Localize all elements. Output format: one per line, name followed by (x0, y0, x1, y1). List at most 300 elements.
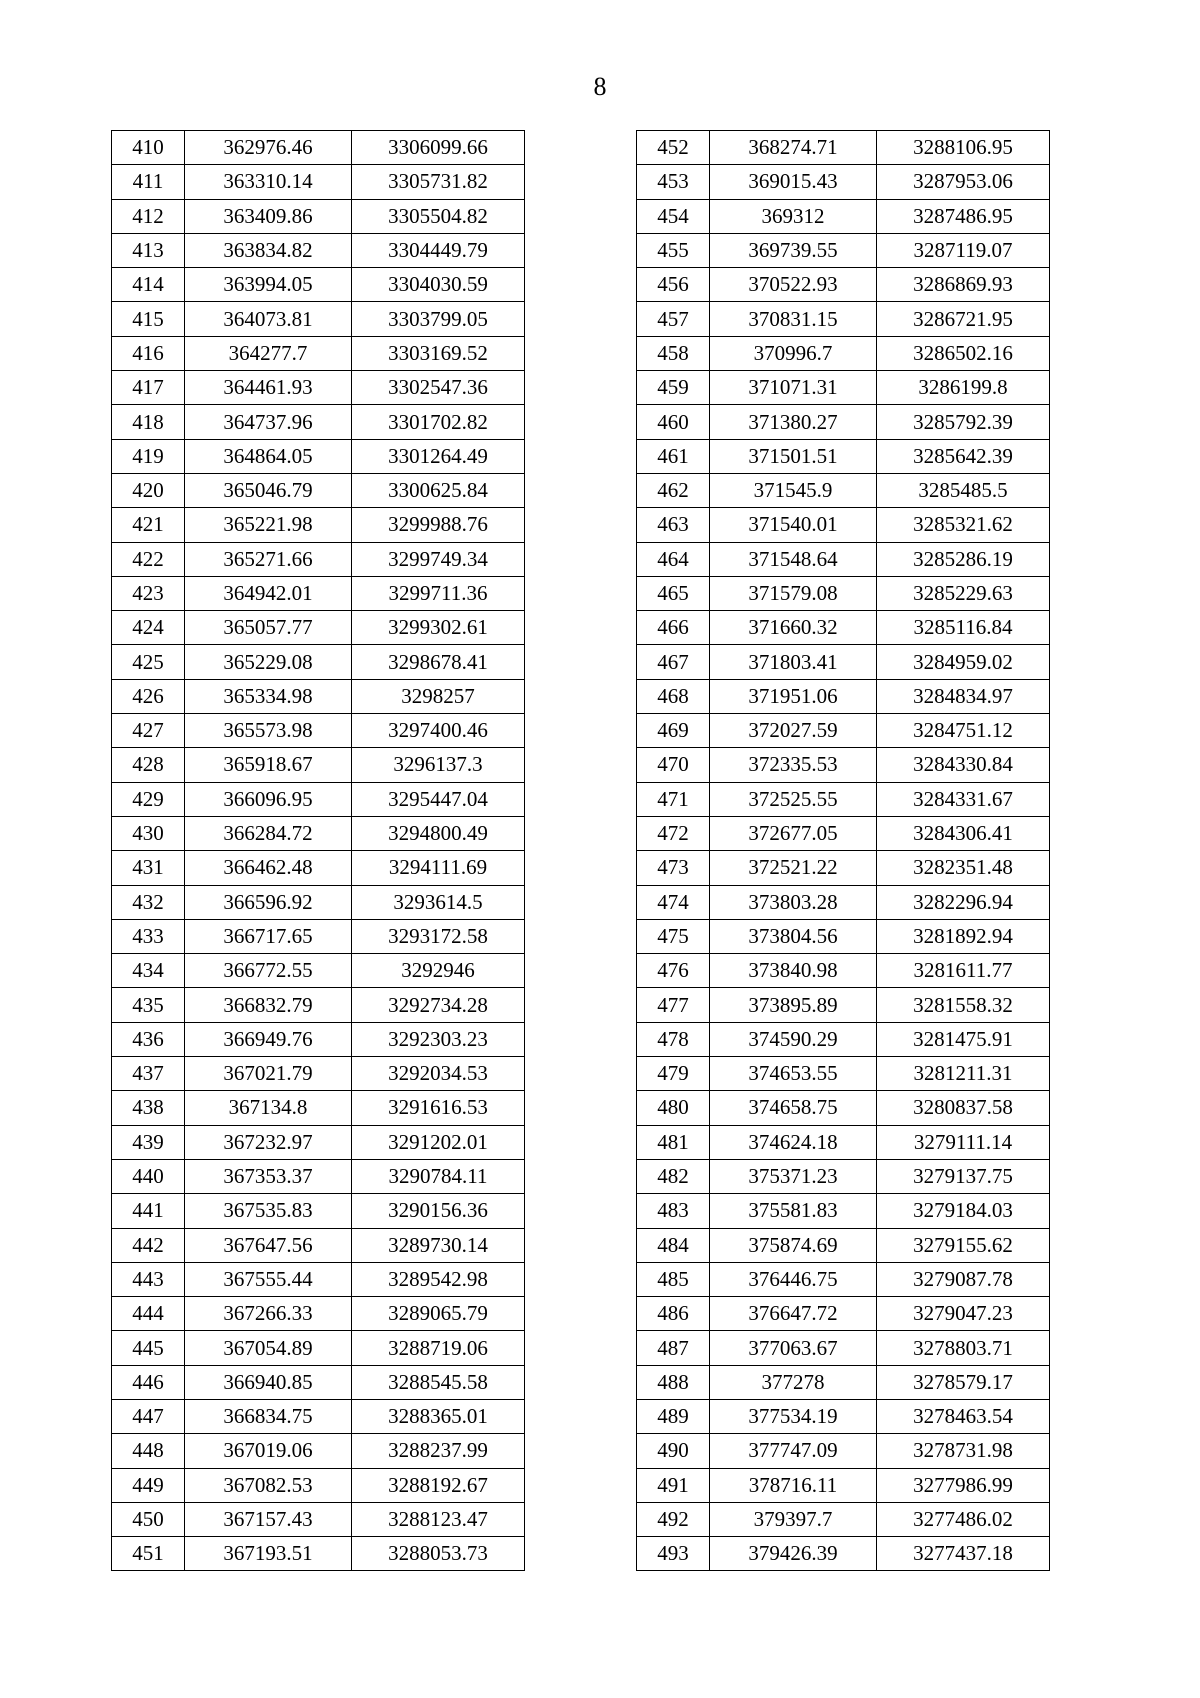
y-coordinate-cell: 3288192.67 (352, 1468, 525, 1502)
y-coordinate-cell: 3288719.06 (352, 1331, 525, 1365)
y-coordinate-cell: 3299988.76 (352, 508, 525, 542)
table-row (637, 405, 1050, 439)
x-coordinate-cell: 379397.7 (710, 1502, 877, 1536)
y-coordinate-cell: 3287119.07 (877, 233, 1050, 267)
table-row (637, 1468, 1050, 1502)
table-row (112, 1399, 525, 1433)
x-coordinate-cell: 374624.18 (710, 1125, 877, 1159)
point-number-cell: 448 (112, 1434, 185, 1468)
table-row (112, 336, 525, 370)
y-coordinate-cell: 3299749.34 (352, 542, 525, 576)
x-coordinate-cell: 369312 (710, 199, 877, 233)
point-number-cell: 438 (112, 1091, 185, 1125)
x-coordinate-cell: 373895.89 (710, 988, 877, 1022)
table-row (112, 405, 525, 439)
point-number-cell: 453 (637, 165, 710, 199)
y-coordinate-cell: 3299302.61 (352, 611, 525, 645)
point-number-cell: 415 (112, 302, 185, 336)
x-coordinate-cell: 372027.59 (710, 714, 877, 748)
y-coordinate-cell: 3304030.59 (352, 268, 525, 302)
table-row (637, 748, 1050, 782)
x-coordinate-cell: 364864.05 (185, 439, 352, 473)
point-number-cell: 426 (112, 679, 185, 713)
y-coordinate-cell: 3281475.91 (877, 1022, 1050, 1056)
y-coordinate-cell: 3282296.94 (877, 885, 1050, 919)
point-number-cell: 462 (637, 473, 710, 507)
x-coordinate-cell: 371548.64 (710, 542, 877, 576)
x-coordinate-cell: 366096.95 (185, 782, 352, 816)
table-row (637, 336, 1050, 370)
x-coordinate-cell: 365057.77 (185, 611, 352, 645)
y-coordinate-cell: 3289730.14 (352, 1228, 525, 1262)
point-number-cell: 439 (112, 1125, 185, 1159)
table-row (637, 473, 1050, 507)
table-row (112, 816, 525, 850)
y-coordinate-cell: 3298257 (352, 679, 525, 713)
table-row (112, 1365, 525, 1399)
point-number-cell: 466 (637, 611, 710, 645)
y-coordinate-cell: 3300625.84 (352, 473, 525, 507)
y-coordinate-cell: 3280837.58 (877, 1091, 1050, 1125)
table-row (112, 302, 525, 336)
y-coordinate-cell: 3284330.84 (877, 748, 1050, 782)
y-coordinate-cell: 3278803.71 (877, 1331, 1050, 1365)
x-coordinate-cell: 371579.08 (710, 576, 877, 610)
table-row (637, 268, 1050, 302)
y-coordinate-cell: 3288365.01 (352, 1399, 525, 1433)
x-coordinate-cell: 367232.97 (185, 1125, 352, 1159)
x-coordinate-cell: 367019.06 (185, 1434, 352, 1468)
y-coordinate-cell: 3285116.84 (877, 611, 1050, 645)
y-coordinate-cell: 3303169.52 (352, 336, 525, 370)
table-row (637, 1125, 1050, 1159)
y-coordinate-cell: 3287953.06 (877, 165, 1050, 199)
y-coordinate-cell: 3284751.12 (877, 714, 1050, 748)
x-coordinate-cell: 362976.46 (185, 131, 352, 165)
x-coordinate-cell: 372525.55 (710, 782, 877, 816)
table-row (637, 1262, 1050, 1296)
x-coordinate-cell: 366832.79 (185, 988, 352, 1022)
y-coordinate-cell: 3288053.73 (352, 1537, 525, 1571)
table-row (112, 1331, 525, 1365)
table-row (637, 131, 1050, 165)
table-row (112, 371, 525, 405)
y-coordinate-cell: 3297400.46 (352, 714, 525, 748)
table-row (112, 268, 525, 302)
x-coordinate-cell: 365334.98 (185, 679, 352, 713)
point-number-cell: 456 (637, 268, 710, 302)
point-number-cell: 418 (112, 405, 185, 439)
x-coordinate-cell: 367134.8 (185, 1091, 352, 1125)
y-coordinate-cell: 3281558.32 (877, 988, 1050, 1022)
y-coordinate-cell: 3292303.23 (352, 1022, 525, 1056)
y-coordinate-cell: 3290156.36 (352, 1194, 525, 1228)
x-coordinate-cell: 373803.28 (710, 885, 877, 919)
x-coordinate-cell: 363834.82 (185, 233, 352, 267)
table-row (637, 714, 1050, 748)
point-number-cell: 420 (112, 473, 185, 507)
point-number-cell: 447 (112, 1399, 185, 1433)
y-coordinate-cell: 3285485.5 (877, 473, 1050, 507)
point-number-cell: 437 (112, 1057, 185, 1091)
y-coordinate-cell: 3288237.99 (352, 1434, 525, 1468)
table-row (637, 199, 1050, 233)
x-coordinate-cell: 373840.98 (710, 954, 877, 988)
table-row (112, 1228, 525, 1262)
y-coordinate-cell: 3277986.99 (877, 1468, 1050, 1502)
table-row (637, 165, 1050, 199)
y-coordinate-cell: 3291616.53 (352, 1091, 525, 1125)
coordinate-table-left (111, 130, 525, 1571)
point-number-cell: 486 (637, 1297, 710, 1331)
x-coordinate-cell: 374658.75 (710, 1091, 877, 1125)
table-row (637, 611, 1050, 645)
x-coordinate-cell: 376647.72 (710, 1297, 877, 1331)
x-coordinate-cell: 374653.55 (710, 1057, 877, 1091)
point-number-cell: 469 (637, 714, 710, 748)
y-coordinate-cell: 3294800.49 (352, 816, 525, 850)
point-number-cell: 473 (637, 851, 710, 885)
table-row (637, 1502, 1050, 1536)
y-coordinate-cell: 3293172.58 (352, 919, 525, 953)
table-row (637, 679, 1050, 713)
point-number-cell: 464 (637, 542, 710, 576)
y-coordinate-cell: 3284959.02 (877, 645, 1050, 679)
table-row (637, 885, 1050, 919)
x-coordinate-cell: 372521.22 (710, 851, 877, 885)
point-number-cell: 488 (637, 1365, 710, 1399)
table-row (112, 439, 525, 473)
table-row (637, 233, 1050, 267)
table-row (112, 576, 525, 610)
point-number-cell: 428 (112, 748, 185, 782)
table-row (637, 1537, 1050, 1571)
x-coordinate-cell: 375874.69 (710, 1228, 877, 1262)
point-number-cell: 452 (637, 131, 710, 165)
point-number-cell: 457 (637, 302, 710, 336)
point-number-cell: 446 (112, 1365, 185, 1399)
point-number-cell: 476 (637, 954, 710, 988)
x-coordinate-cell: 371071.31 (710, 371, 877, 405)
point-number-cell: 422 (112, 542, 185, 576)
table-row (112, 1262, 525, 1296)
point-number-cell: 414 (112, 268, 185, 302)
point-number-cell: 458 (637, 336, 710, 370)
x-coordinate-cell: 370831.15 (710, 302, 877, 336)
y-coordinate-cell: 3284331.67 (877, 782, 1050, 816)
point-number-cell: 489 (637, 1399, 710, 1433)
point-number-cell: 454 (637, 199, 710, 233)
table-row (637, 645, 1050, 679)
table-row (112, 199, 525, 233)
point-number-cell: 433 (112, 919, 185, 953)
x-coordinate-cell: 369015.43 (710, 165, 877, 199)
table-row (112, 748, 525, 782)
x-coordinate-cell: 377534.19 (710, 1399, 877, 1433)
coordinate-table-body (637, 131, 1050, 1571)
x-coordinate-cell: 365046.79 (185, 473, 352, 507)
y-coordinate-cell: 3286869.93 (877, 268, 1050, 302)
table-row (637, 508, 1050, 542)
x-coordinate-cell: 370996.7 (710, 336, 877, 370)
y-coordinate-cell: 3288123.47 (352, 1502, 525, 1536)
y-coordinate-cell: 3279155.62 (877, 1228, 1050, 1262)
x-coordinate-cell: 377063.67 (710, 1331, 877, 1365)
table-row (112, 679, 525, 713)
y-coordinate-cell: 3281211.31 (877, 1057, 1050, 1091)
y-coordinate-cell: 3279047.23 (877, 1297, 1050, 1331)
table-row (637, 1331, 1050, 1365)
table-row (637, 954, 1050, 988)
y-coordinate-cell: 3294111.69 (352, 851, 525, 885)
point-number-cell: 444 (112, 1297, 185, 1331)
y-coordinate-cell: 3289065.79 (352, 1297, 525, 1331)
coordinate-table-right (636, 130, 1050, 1571)
y-coordinate-cell: 3292946 (352, 954, 525, 988)
table-row (637, 1228, 1050, 1262)
y-coordinate-cell: 3285321.62 (877, 508, 1050, 542)
table-row (112, 1468, 525, 1502)
point-number-cell: 449 (112, 1468, 185, 1502)
point-number-cell: 425 (112, 645, 185, 679)
y-coordinate-cell: 3299711.36 (352, 576, 525, 610)
x-coordinate-cell: 365229.08 (185, 645, 352, 679)
table-row (637, 851, 1050, 885)
table-row (637, 1022, 1050, 1056)
y-coordinate-cell: 3288545.58 (352, 1365, 525, 1399)
x-coordinate-cell: 371380.27 (710, 405, 877, 439)
point-number-cell: 475 (637, 919, 710, 953)
x-coordinate-cell: 368274.71 (710, 131, 877, 165)
x-coordinate-cell: 371951.06 (710, 679, 877, 713)
x-coordinate-cell: 371540.01 (710, 508, 877, 542)
x-coordinate-cell: 366462.48 (185, 851, 352, 885)
y-coordinate-cell: 3277486.02 (877, 1502, 1050, 1536)
y-coordinate-cell: 3305504.82 (352, 199, 525, 233)
point-number-cell: 472 (637, 816, 710, 850)
x-coordinate-cell: 364461.93 (185, 371, 352, 405)
table-row (112, 1537, 525, 1571)
x-coordinate-cell: 363409.86 (185, 199, 352, 233)
point-number-cell: 492 (637, 1502, 710, 1536)
point-number-cell: 460 (637, 405, 710, 439)
coordinate-table-body (112, 131, 525, 1571)
table-row (637, 919, 1050, 953)
table-row (112, 645, 525, 679)
point-number-cell: 413 (112, 233, 185, 267)
point-number-cell: 493 (637, 1537, 710, 1571)
point-number-cell: 412 (112, 199, 185, 233)
table-row (112, 988, 525, 1022)
x-coordinate-cell: 369739.55 (710, 233, 877, 267)
point-number-cell: 417 (112, 371, 185, 405)
x-coordinate-cell: 377278 (710, 1365, 877, 1399)
table-row (637, 1365, 1050, 1399)
table-row (637, 1159, 1050, 1193)
point-number-cell: 482 (637, 1159, 710, 1193)
x-coordinate-cell: 372677.05 (710, 816, 877, 850)
y-coordinate-cell: 3284834.97 (877, 679, 1050, 713)
x-coordinate-cell: 366284.72 (185, 816, 352, 850)
point-number-cell: 424 (112, 611, 185, 645)
table-row (112, 885, 525, 919)
y-coordinate-cell: 3305731.82 (352, 165, 525, 199)
table-row (112, 919, 525, 953)
table-row (112, 233, 525, 267)
point-number-cell: 442 (112, 1228, 185, 1262)
table-row (112, 714, 525, 748)
table-row (112, 1194, 525, 1228)
table-row (637, 1057, 1050, 1091)
x-coordinate-cell: 364277.7 (185, 336, 352, 370)
table-row (637, 542, 1050, 576)
y-coordinate-cell: 3301264.49 (352, 439, 525, 473)
x-coordinate-cell: 375371.23 (710, 1159, 877, 1193)
point-number-cell: 491 (637, 1468, 710, 1502)
y-coordinate-cell: 3285792.39 (877, 405, 1050, 439)
y-coordinate-cell: 3295447.04 (352, 782, 525, 816)
point-number-cell: 479 (637, 1057, 710, 1091)
table-row (637, 302, 1050, 336)
point-number-cell: 465 (637, 576, 710, 610)
x-coordinate-cell: 374590.29 (710, 1022, 877, 1056)
x-coordinate-cell: 367193.51 (185, 1537, 352, 1571)
table-row (637, 439, 1050, 473)
x-coordinate-cell: 367555.44 (185, 1262, 352, 1296)
x-coordinate-cell: 372335.53 (710, 748, 877, 782)
x-coordinate-cell: 366772.55 (185, 954, 352, 988)
point-number-cell: 463 (637, 508, 710, 542)
table-row (112, 508, 525, 542)
point-number-cell: 410 (112, 131, 185, 165)
x-coordinate-cell: 365271.66 (185, 542, 352, 576)
x-coordinate-cell: 377747.09 (710, 1434, 877, 1468)
table-row (637, 988, 1050, 1022)
x-coordinate-cell: 364073.81 (185, 302, 352, 336)
x-coordinate-cell: 376446.75 (710, 1262, 877, 1296)
point-number-cell: 478 (637, 1022, 710, 1056)
point-number-cell: 459 (637, 371, 710, 405)
point-number-cell: 435 (112, 988, 185, 1022)
table-row (637, 1297, 1050, 1331)
table-row (112, 851, 525, 885)
table-row (112, 165, 525, 199)
table-row (637, 782, 1050, 816)
y-coordinate-cell: 3289542.98 (352, 1262, 525, 1296)
table-row (112, 1091, 525, 1125)
point-number-cell: 436 (112, 1022, 185, 1056)
point-number-cell: 468 (637, 679, 710, 713)
y-coordinate-cell: 3278731.98 (877, 1434, 1050, 1468)
x-coordinate-cell: 367157.43 (185, 1502, 352, 1536)
point-number-cell: 474 (637, 885, 710, 919)
x-coordinate-cell: 379426.39 (710, 1537, 877, 1571)
y-coordinate-cell: 3293614.5 (352, 885, 525, 919)
y-coordinate-cell: 3303799.05 (352, 302, 525, 336)
x-coordinate-cell: 370522.93 (710, 268, 877, 302)
y-coordinate-cell: 3296137.3 (352, 748, 525, 782)
x-coordinate-cell: 373804.56 (710, 919, 877, 953)
point-number-cell: 434 (112, 954, 185, 988)
x-coordinate-cell: 371545.9 (710, 473, 877, 507)
y-coordinate-cell: 3281892.94 (877, 919, 1050, 953)
x-coordinate-cell: 365573.98 (185, 714, 352, 748)
y-coordinate-cell: 3298678.41 (352, 645, 525, 679)
x-coordinate-cell: 371501.51 (710, 439, 877, 473)
y-coordinate-cell: 3285286.19 (877, 542, 1050, 576)
x-coordinate-cell: 367266.33 (185, 1297, 352, 1331)
point-number-cell: 445 (112, 1331, 185, 1365)
y-coordinate-cell: 3285642.39 (877, 439, 1050, 473)
table-row (637, 816, 1050, 850)
y-coordinate-cell: 3304449.79 (352, 233, 525, 267)
y-coordinate-cell: 3302547.36 (352, 371, 525, 405)
point-number-cell: 441 (112, 1194, 185, 1228)
point-number-cell: 481 (637, 1125, 710, 1159)
x-coordinate-cell: 367353.37 (185, 1159, 352, 1193)
point-number-cell: 490 (637, 1434, 710, 1468)
y-coordinate-cell: 3286721.95 (877, 302, 1050, 336)
y-coordinate-cell: 3279087.78 (877, 1262, 1050, 1296)
y-coordinate-cell: 3288106.95 (877, 131, 1050, 165)
y-coordinate-cell: 3285229.63 (877, 576, 1050, 610)
y-coordinate-cell: 3278579.17 (877, 1365, 1050, 1399)
table-row (112, 1125, 525, 1159)
point-number-cell: 477 (637, 988, 710, 1022)
x-coordinate-cell: 367021.79 (185, 1057, 352, 1091)
table-row (112, 1159, 525, 1193)
y-coordinate-cell: 3290784.11 (352, 1159, 525, 1193)
x-coordinate-cell: 366596.92 (185, 885, 352, 919)
x-coordinate-cell: 366940.85 (185, 1365, 352, 1399)
y-coordinate-cell: 3281611.77 (877, 954, 1050, 988)
x-coordinate-cell: 363994.05 (185, 268, 352, 302)
x-coordinate-cell: 367535.83 (185, 1194, 352, 1228)
point-number-cell: 471 (637, 782, 710, 816)
y-coordinate-cell: 3291202.01 (352, 1125, 525, 1159)
table-row (112, 473, 525, 507)
point-number-cell: 461 (637, 439, 710, 473)
y-coordinate-cell: 3278463.54 (877, 1399, 1050, 1433)
x-coordinate-cell: 375581.83 (710, 1194, 877, 1228)
point-number-cell: 432 (112, 885, 185, 919)
point-number-cell: 440 (112, 1159, 185, 1193)
y-coordinate-cell: 3292734.28 (352, 988, 525, 1022)
x-coordinate-cell: 365918.67 (185, 748, 352, 782)
point-number-cell: 487 (637, 1331, 710, 1365)
point-number-cell: 443 (112, 1262, 185, 1296)
y-coordinate-cell: 3277437.18 (877, 1537, 1050, 1571)
x-coordinate-cell: 378716.11 (710, 1468, 877, 1502)
point-number-cell: 483 (637, 1194, 710, 1228)
point-number-cell: 421 (112, 508, 185, 542)
x-coordinate-cell: 363310.14 (185, 165, 352, 199)
point-number-cell: 416 (112, 336, 185, 370)
y-coordinate-cell: 3282351.48 (877, 851, 1050, 885)
point-number-cell: 485 (637, 1262, 710, 1296)
table-row (637, 1399, 1050, 1433)
point-number-cell: 450 (112, 1502, 185, 1536)
y-coordinate-cell: 3287486.95 (877, 199, 1050, 233)
table-row (112, 954, 525, 988)
point-number-cell: 467 (637, 645, 710, 679)
table-row (637, 371, 1050, 405)
page-number: 8 (593, 72, 607, 101)
y-coordinate-cell: 3301702.82 (352, 405, 525, 439)
point-number-cell: 451 (112, 1537, 185, 1571)
point-number-cell: 455 (637, 233, 710, 267)
x-coordinate-cell: 366717.65 (185, 919, 352, 953)
